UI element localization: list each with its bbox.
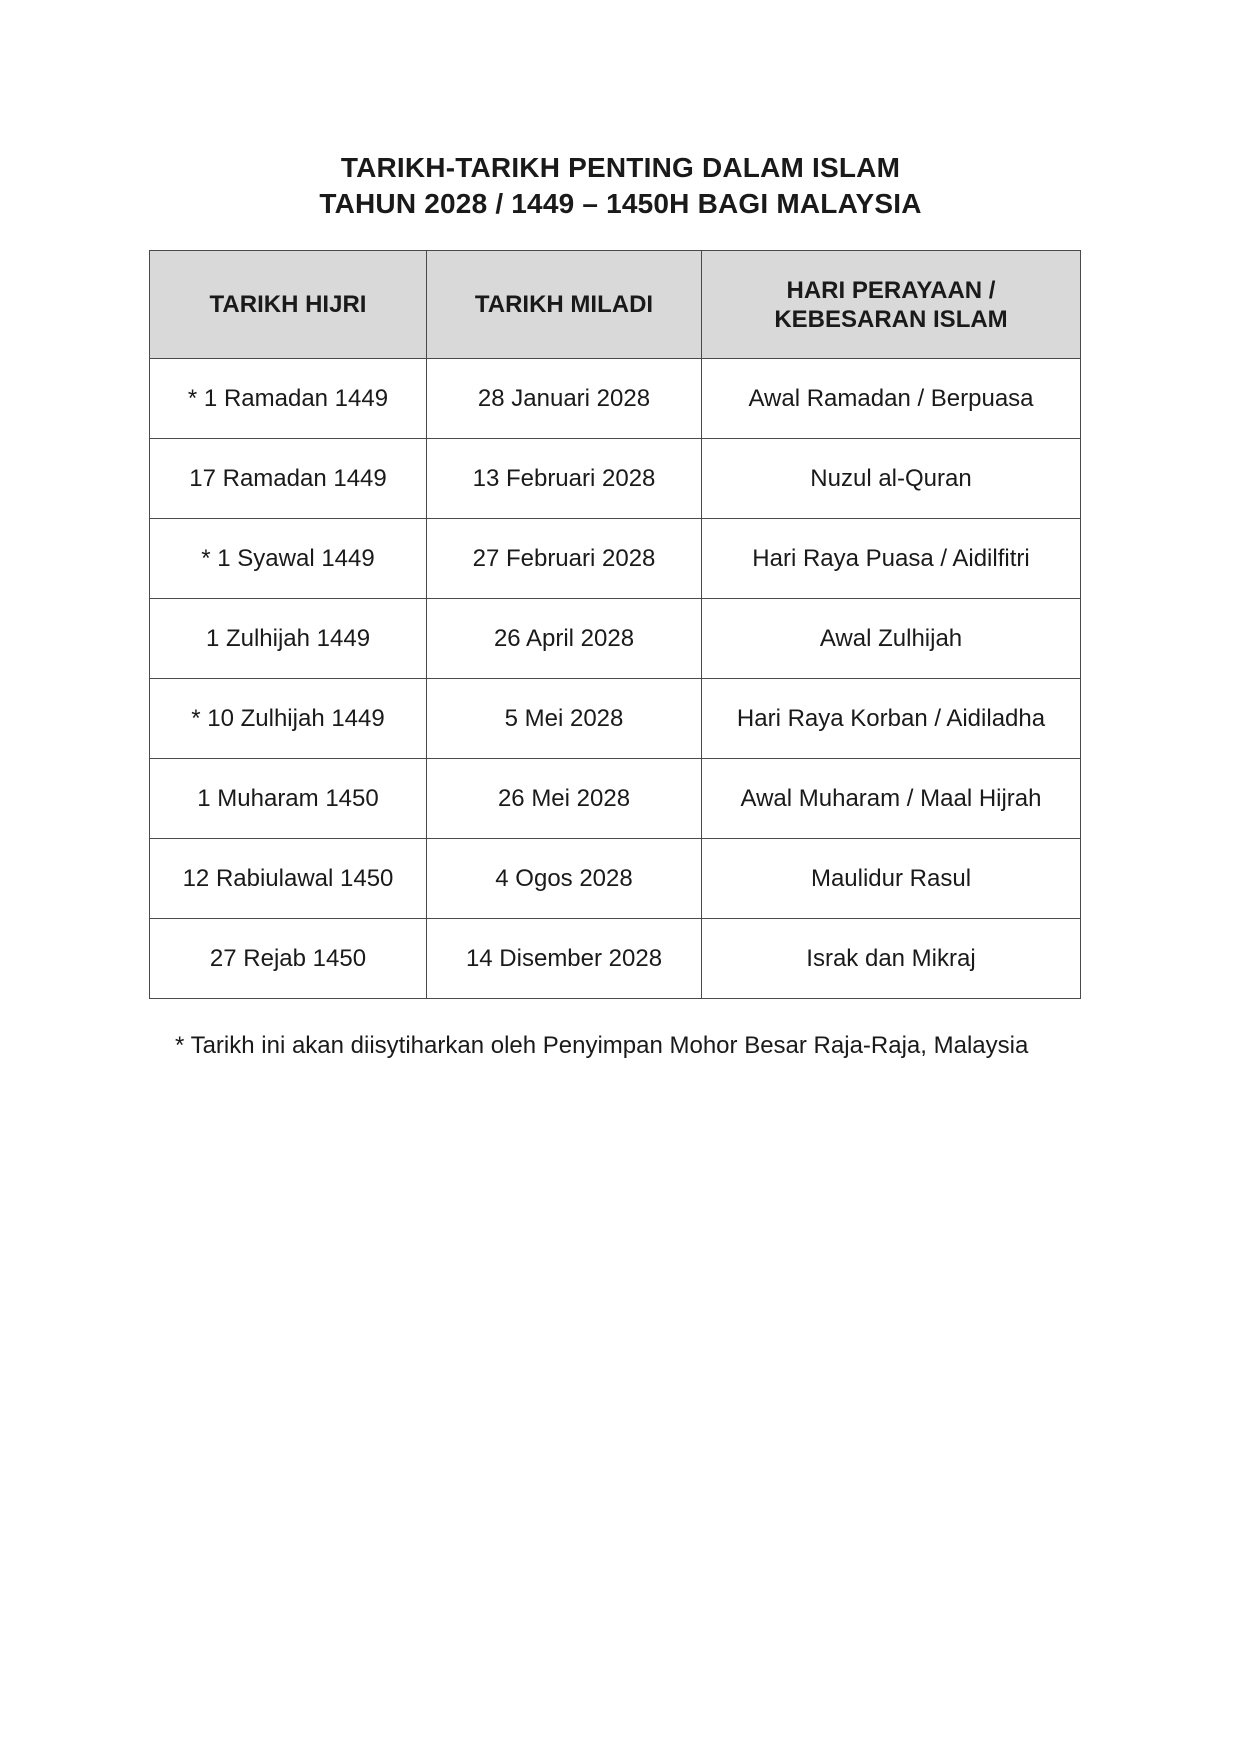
title-line-2: TAHUN 2028 / 1449 – 1450H BAGI MALAYSIA bbox=[319, 188, 922, 219]
table-row bbox=[150, 919, 1081, 999]
cell-miladi: 26 April 2028 bbox=[427, 599, 702, 679]
cell-event: Awal Zulhijah bbox=[702, 599, 1081, 679]
cell-event: Israk dan Mikraj bbox=[702, 919, 1081, 999]
footnote: * Tarikh ini akan diisytiharkan oleh Penyimpan Mohor Besar Raja-Raja, Malaysia bbox=[175, 1032, 1029, 1059]
cell-event: Maulidur Rasul bbox=[702, 839, 1081, 919]
header-celebration-line-2: KEBESARAN ISLAM bbox=[774, 305, 1008, 333]
cell-event: Nuzul al-Quran bbox=[702, 439, 1081, 519]
cell-miladi: 26 Mei 2028 bbox=[427, 759, 702, 839]
cell-hijri: * 10 Zulhijah 1449 bbox=[150, 679, 427, 759]
cell-miladi: 27 Februari 2028 bbox=[427, 519, 702, 599]
header-celebration-line-1: HARI PERAYAAN / bbox=[786, 276, 996, 304]
cell-event: Hari Raya Puasa / Aidilfitri bbox=[702, 519, 1081, 599]
table-row bbox=[150, 839, 1081, 919]
cell-event: Hari Raya Korban / Aidiladha bbox=[702, 679, 1081, 759]
cell-hijri: * 1 Syawal 1449 bbox=[150, 519, 427, 599]
cell-miladi: 14 Disember 2028 bbox=[427, 919, 702, 999]
header-hijri-date: TARIKH HIJRI bbox=[150, 251, 427, 359]
cell-miladi: 28 Januari 2028 bbox=[427, 359, 702, 439]
document-title bbox=[0, 150, 1241, 222]
table-row bbox=[150, 519, 1081, 599]
header-gregorian-date: TARIKH MILADI bbox=[427, 251, 702, 359]
important-dates-table bbox=[149, 250, 1081, 999]
title-line-1: TARIKH-TARIKH PENTING DALAM ISLAM bbox=[340, 152, 901, 183]
table-row bbox=[150, 679, 1081, 759]
table-row bbox=[150, 759, 1081, 839]
cell-hijri: * 1 Ramadan 1449 bbox=[150, 359, 427, 439]
cell-hijri: 1 Muharam 1450 bbox=[150, 759, 427, 839]
cell-hijri: 12 Rabiulawal 1450 bbox=[150, 839, 427, 919]
table-row bbox=[150, 599, 1081, 679]
cell-hijri: 17 Ramadan 1449 bbox=[150, 439, 427, 519]
table-header-row bbox=[150, 251, 1081, 359]
table-row bbox=[150, 439, 1081, 519]
cell-hijri: 1 Zulhijah 1449 bbox=[150, 599, 427, 679]
cell-miladi: 5 Mei 2028 bbox=[427, 679, 702, 759]
table-row bbox=[150, 359, 1081, 439]
cell-miladi: 13 Februari 2028 bbox=[427, 439, 702, 519]
cell-hijri: 27 Rejab 1450 bbox=[150, 919, 427, 999]
cell-miladi: 4 Ogos 2028 bbox=[427, 839, 702, 919]
header-celebration bbox=[702, 251, 1081, 359]
cell-event: Awal Muharam / Maal Hijrah bbox=[702, 759, 1081, 839]
cell-event: Awal Ramadan / Berpuasa bbox=[702, 359, 1081, 439]
